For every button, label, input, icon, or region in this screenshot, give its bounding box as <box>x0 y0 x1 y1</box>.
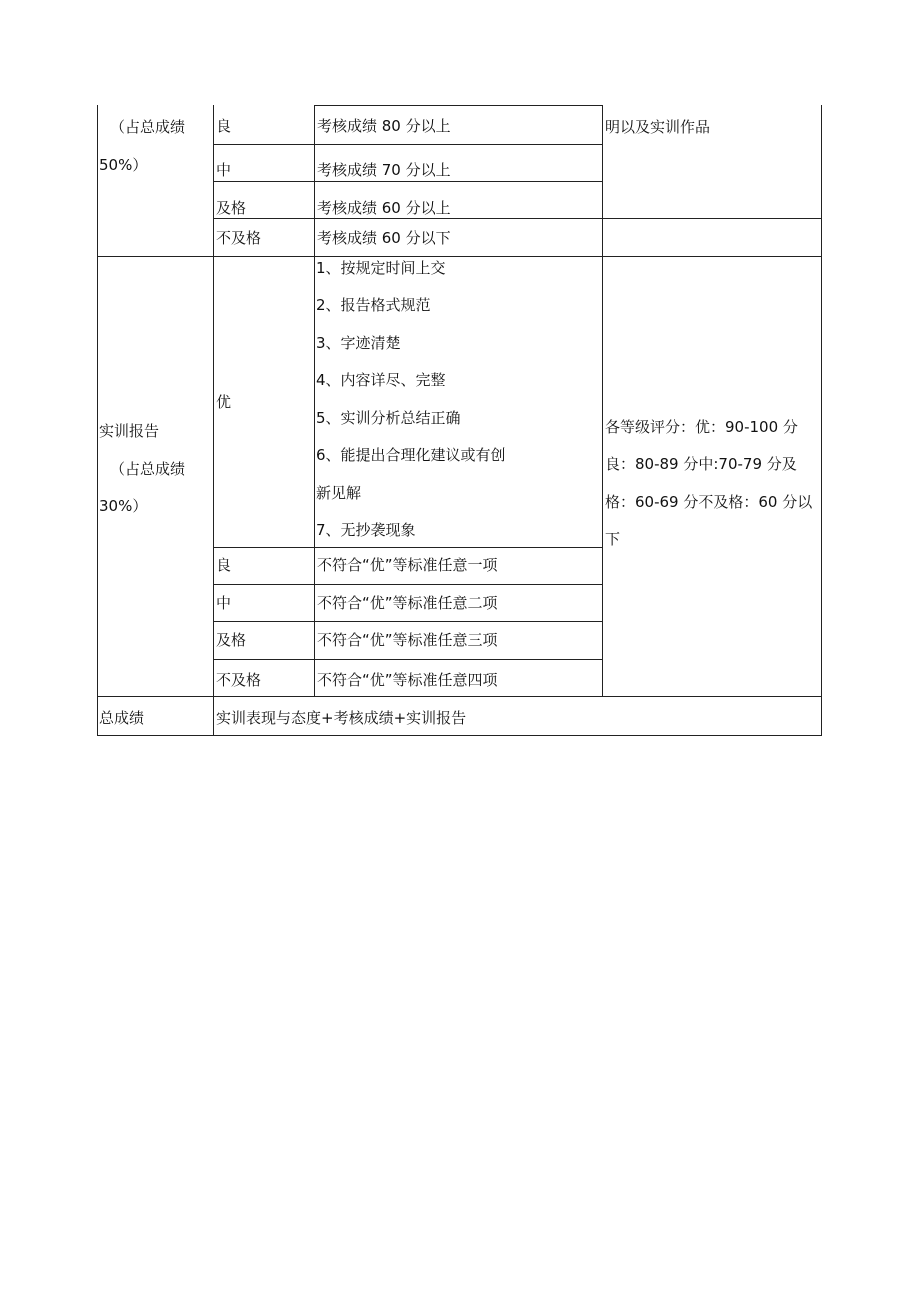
table-rule <box>97 256 822 257</box>
table-rule <box>213 181 603 182</box>
criteria-item: 1、按规定时间上交 <box>316 259 446 277</box>
exam-weight-line2: 50%） <box>99 156 148 174</box>
exam-grade-medium: 中 <box>216 161 232 179</box>
table-rule <box>213 144 603 145</box>
report-grade-good: 良 <box>216 556 232 574</box>
report-note-line: 格：60-69 分不及格：60 分以 <box>605 493 813 511</box>
criteria-item: 5、实训分析总结正确 <box>316 409 461 427</box>
report-grade-fail: 不及格 <box>216 671 262 689</box>
report-weight-line1: （占总成绩 <box>110 460 186 478</box>
table-rule <box>213 547 603 548</box>
exam-criteria-pass: 考核成绩 60 分以上 <box>317 199 451 217</box>
table-divider-col3 <box>602 105 603 696</box>
table-border-bottom <box>97 735 822 736</box>
table-rule <box>213 621 603 622</box>
table-border-left <box>97 105 98 736</box>
exam-grade-good: 良 <box>216 117 232 135</box>
report-weight-line2: 30%） <box>99 497 148 515</box>
table-rule <box>213 659 603 660</box>
report-criteria-fail: 不符合“优”等标准任意四项 <box>317 671 498 689</box>
report-grade-pass: 及格 <box>216 631 247 649</box>
report-grade-medium: 中 <box>216 594 232 612</box>
report-criteria-medium: 不符合“优”等标准任意二项 <box>317 594 498 612</box>
criteria-item: 2、报告格式规范 <box>316 296 431 314</box>
table-rule <box>213 584 603 585</box>
report-note-line: 各等级评分：优：90-100 分 <box>605 418 798 436</box>
report-note-line: 良：80-89 分中:70-79 分及 <box>605 455 797 473</box>
report-criteria-good: 不符合“优”等标准任意一项 <box>317 556 498 574</box>
table-divider-col2 <box>314 105 315 696</box>
criteria-item: 3、字迹清楚 <box>316 334 401 352</box>
criteria-item: 6、能提出合理化建议或有创 <box>316 446 506 464</box>
exam-criteria-fail: 考核成绩 60 分以下 <box>317 229 451 247</box>
report-note-line: 下 <box>605 530 621 548</box>
report-grade-excellent: 优 <box>216 393 232 411</box>
table-divider-col1 <box>213 105 214 736</box>
total-label: 总成绩 <box>99 709 145 727</box>
exam-note: 明以及实训作品 <box>605 118 711 136</box>
criteria-item: 7、无抄袭现象 <box>316 521 416 539</box>
exam-weight-line1: （占总成绩 <box>110 118 186 136</box>
total-formula: 实训表现与态度+考核成绩+实训报告 <box>216 709 467 727</box>
exam-grade-fail: 不及格 <box>216 229 262 247</box>
report-criteria-pass: 不符合“优”等标准任意三项 <box>317 631 498 649</box>
exam-criteria-good: 考核成绩 80 分以上 <box>317 117 451 135</box>
exam-criteria-medium: 考核成绩 70 分以上 <box>317 161 451 179</box>
table-rule <box>97 696 822 697</box>
criteria-item: 4、内容详尽、完整 <box>316 371 446 389</box>
table-rule <box>213 218 822 219</box>
criteria-item: 新见解 <box>316 484 362 502</box>
report-title: 实训报告 <box>99 422 160 440</box>
table-rule <box>314 105 603 106</box>
exam-grade-pass: 及格 <box>216 199 247 217</box>
table-border-right <box>821 105 822 736</box>
